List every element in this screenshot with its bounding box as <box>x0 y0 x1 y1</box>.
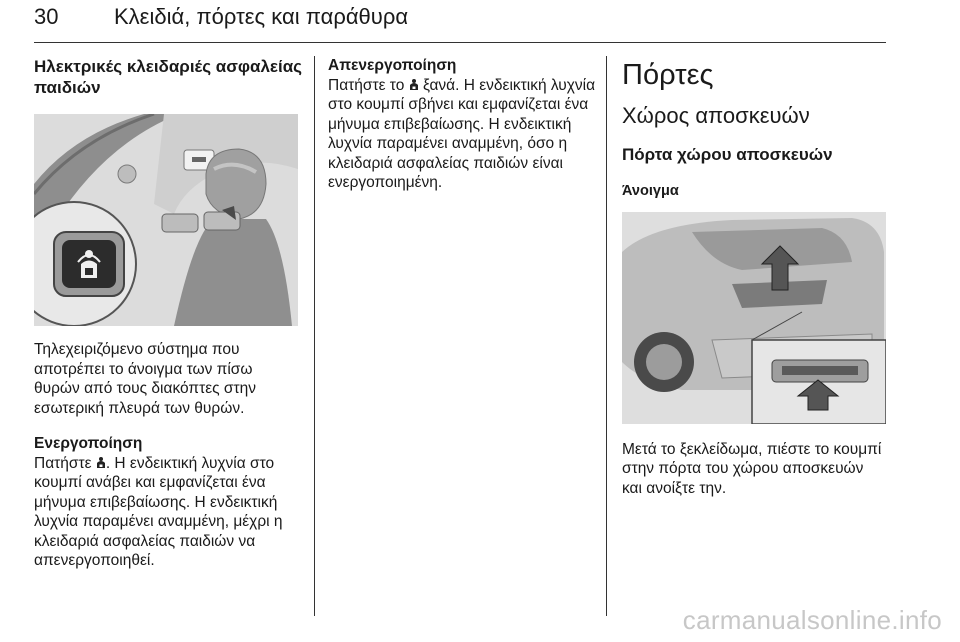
column-divider-1 <box>314 56 315 616</box>
opening-heading: Άνοιγμα <box>622 183 679 199</box>
luggage-title: Χώρος αποσκευών <box>622 103 810 128</box>
chapter-title: Κλειδιά, πόρτες και παράθυρα <box>114 4 409 29</box>
activation-text-end: . Η ενδεικτική λυχνία στο κουμπί ανάβει και εμφανίζεται ένα μήνυμα επιβεβαίωσης. Η ενδεικτική λυχνία παραμένει αναμμένη, μέχρι η κλειδαριά ασφαλείας παιδιών να απενεργοποιηθεί. <box>34 454 283 569</box>
deactivation-heading: Απενεργοποίηση <box>328 57 457 74</box>
activation-text-start: Πατήστε <box>34 454 96 472</box>
tailgate-illustration-svg <box>622 212 886 424</box>
activation-text <box>34 454 302 571</box>
column-child-locks <box>34 56 302 571</box>
page-number: 30 <box>34 4 59 29</box>
column-divider-2 <box>606 56 607 616</box>
child-lock-icon <box>409 78 419 91</box>
child-lock-illustration-svg <box>34 114 298 326</box>
column-deactivation <box>328 56 596 193</box>
tailgate-button-illustration <box>622 212 886 424</box>
header-divider <box>34 42 886 43</box>
deactivation-text-start: Πατήστε το <box>328 76 409 94</box>
section-title-child-locks: Ηλεκτρικές κλειδαριές ασφαλείας παιδιών <box>34 57 303 97</box>
figure-caption: Τηλεχειριζόμενο σύστημα που αποτρέπει το άνοιγμα των πίσω θυρών από τους διακόπτες στην εσωτερική πλευρά των θυρών. <box>34 341 256 417</box>
column-doors <box>622 58 886 498</box>
child-lock-button-illustration <box>34 114 298 326</box>
deactivation-text-end: ξανά. Η ενδεικτική λυχνία στο κουμπί σβήνει και εμφανίζεται ένα μήνυμα επιβεβαίωσης. Η ενδεικτική λυχνία παραμένει αναμμένη, όσο η κλειδαριά ασφαλείας παιδιών είναι ενεργοποιημένη. <box>328 76 596 191</box>
tailgate-title: Πόρτα χώρου αποσκευών <box>622 145 833 164</box>
watermark: carmanualsonline.info <box>682 605 942 635</box>
doors-title: Πόρτες <box>622 59 714 91</box>
deactivation-text <box>328 76 596 193</box>
opening-text: Μετά το ξεκλείδωμα, πιέστε το κουμπί στην πόρτα του χώρου αποσκευών και ανοίξτε την. <box>622 440 882 497</box>
activation-heading: Ενεργοποίηση <box>34 435 143 452</box>
child-lock-icon <box>96 456 106 469</box>
